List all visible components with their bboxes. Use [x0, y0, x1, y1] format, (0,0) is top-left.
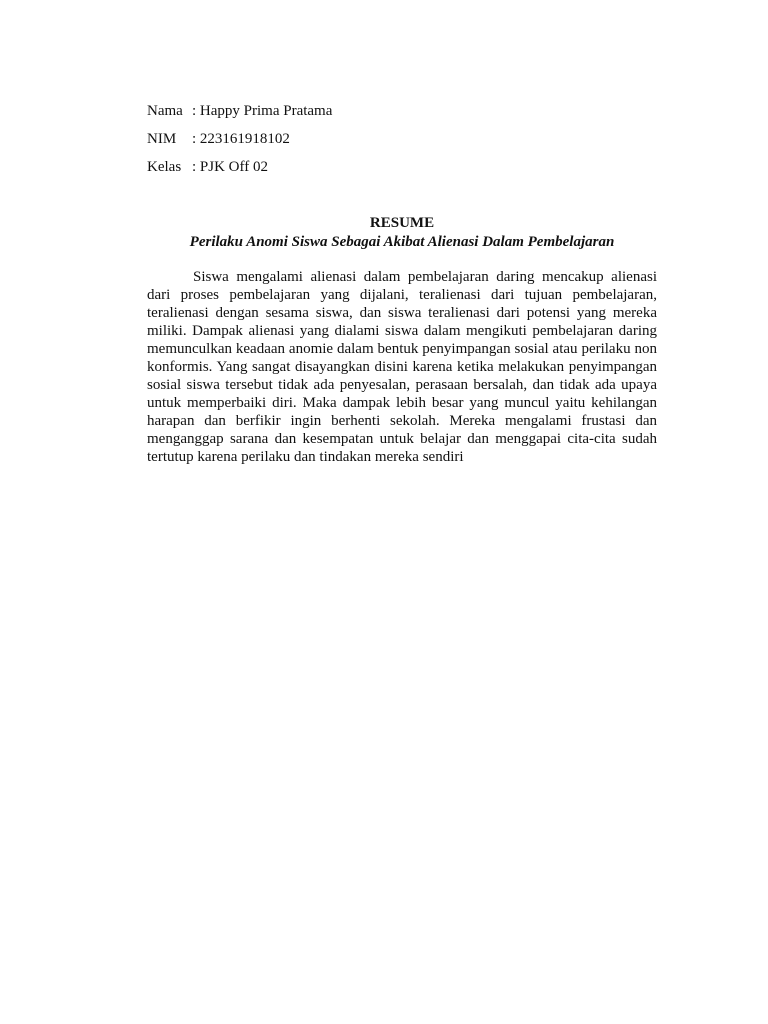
nim-value: : 223161918102	[192, 131, 290, 147]
class-row	[147, 158, 332, 186]
nim-row	[147, 130, 332, 158]
name-value: : Happy Prima Pratama	[192, 103, 333, 119]
document-subtitle: Perilaku Anomi Siswa Sebagai Akibat Alienasi Dalam Pembelajaran	[189, 234, 615, 250]
name-row	[147, 102, 332, 130]
document-title: RESUME	[369, 215, 435, 231]
student-identity-block	[147, 102, 332, 186]
document-heading	[147, 214, 657, 252]
class-value: : PJK Off 02	[192, 159, 268, 175]
name-label: Nama	[147, 103, 183, 119]
nim-label: NIM	[147, 131, 177, 147]
body-paragraph: Siswa mengalami alienasi dalam pembelajaran daring mencakup alienasi dari proses pembelajaran yang dijalani, teralienasi dari tujuan pembelajaran, teralienasi dengan sesama siswa, dan siswa teralienasi dari potensi yang mereka miliki. Dampak alienasi yang dialami siswa dalam mengikuti pembelajaran daring memunculkan keadaan anomie dalam bentuk penyimpangan sosial atau perilaku non konformis. Yang sangat disayangkan disini karena ketika melakukan penyimpangan sosial siswa tersebut tidak ada penyesalan, perasaan bersalah, dan tidak ada upaya untuk memperbaiki diri. Maka dampak lebih besar yang muncul yaitu kehilangan harapan dan berfikir ingin berhenti sekolah. Mereka mengalami frustasi dan menganggap sarana dan kesempatan untuk belajar dan menggapai cita-cita sudah tertutup karena perilaku dan tindakan mereka sendiri	[147, 269, 657, 465]
class-label: Kelas	[147, 159, 182, 175]
